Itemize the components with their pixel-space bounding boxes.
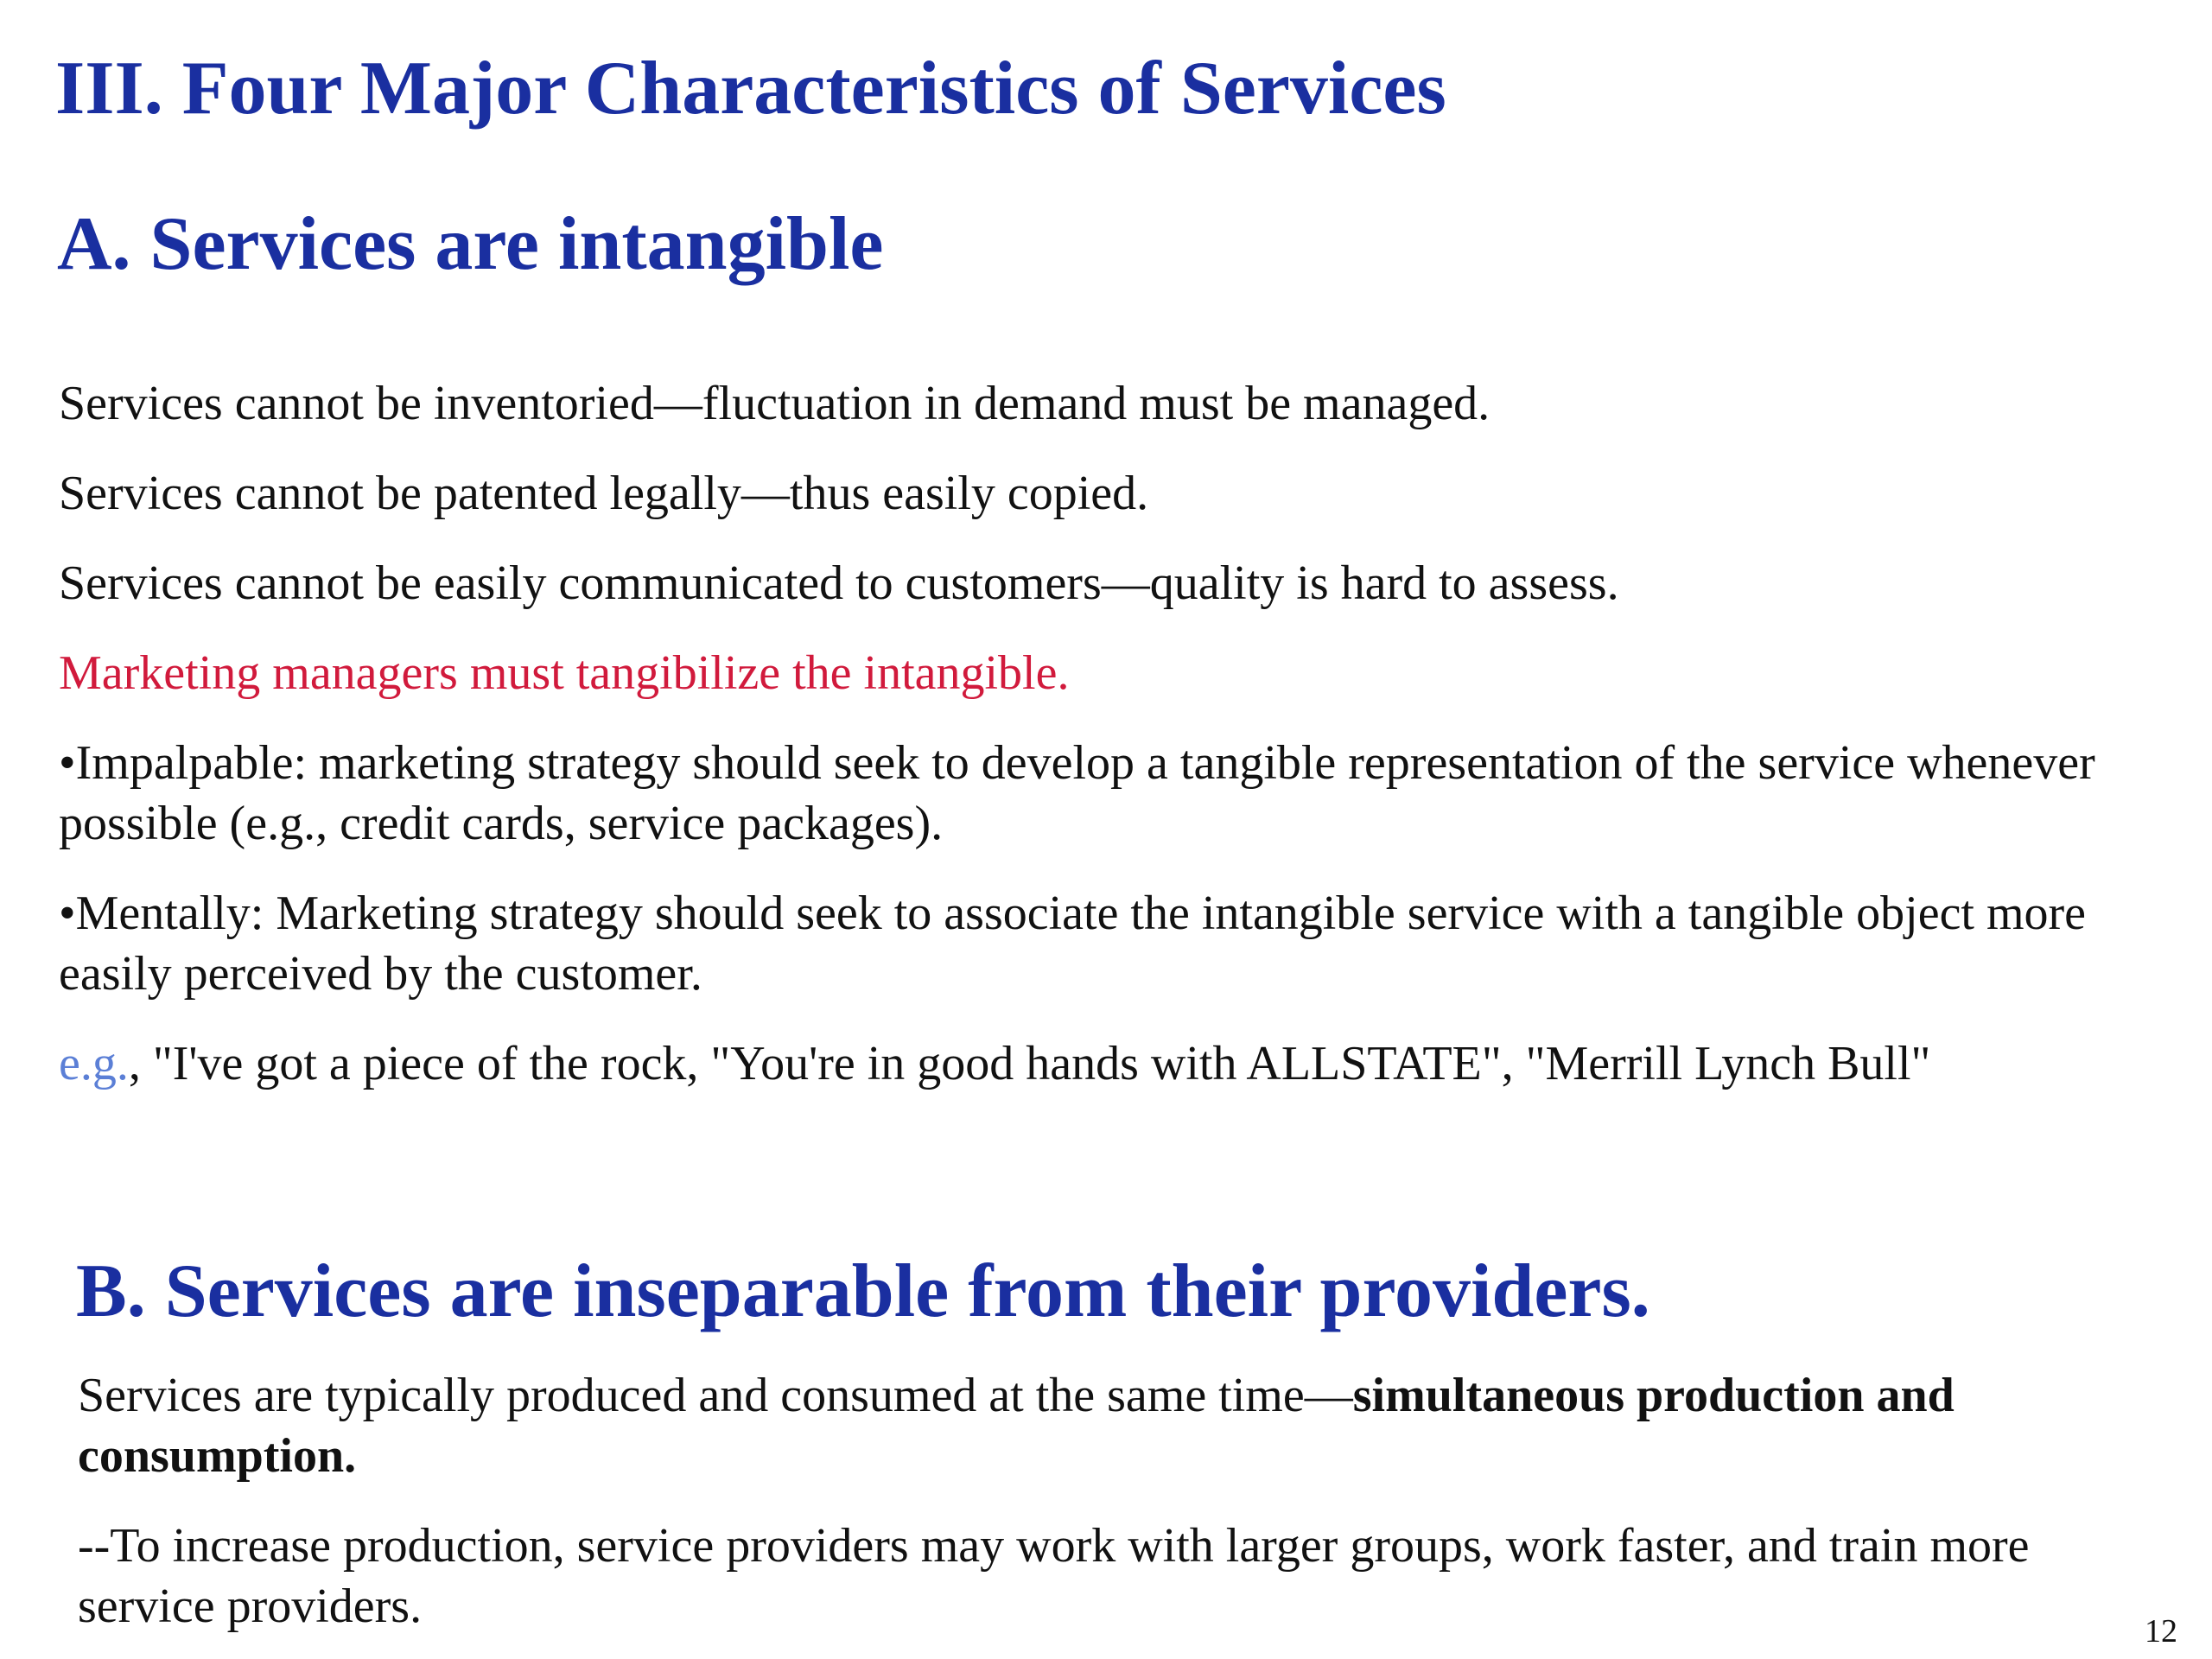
examples-text: , "I've got a piece of the rock, "You're in good hands with ALLSTATE", "Merrill Lynch Bull" [128, 1037, 1931, 1090]
section-a-paragraph-inventory: Services cannot be inventoried—fluctuation in demand must be managed. [59, 377, 1491, 430]
section-b-paragraph-increase-production: --To increase production, service providers may work with larger groups, work faster, and train more service providers. [78, 1519, 2030, 1633]
section-b-paragraph-simultaneous [78, 1365, 2152, 1486]
page-number: 12 [2145, 1613, 2177, 1649]
section-a-highlight-tangibilize: Marketing managers must tangibilize the intangible. [59, 646, 1070, 700]
section-a-heading: A. Services are intangible [57, 202, 884, 286]
section-a-bullet-mentally: •Mentally: Marketing strategy should seek to associate the intangible service with a tangible object more easily perceived by the customer. [59, 887, 2087, 1001]
simultaneous-text: Services are typically produced and consumed at the same time— [78, 1369, 1353, 1422]
section-a-examples [59, 1033, 2133, 1094]
slide-title: III. Four Major Characteristics of Services [55, 47, 1446, 130]
eg-prefix: e.g. [59, 1037, 129, 1090]
simultaneous-bold-text: simultaneous production and consumption. [78, 1369, 1955, 1483]
section-a-paragraph-communicate: Services cannot be easily communicated to customers—quality is hard to assess. [59, 556, 1619, 610]
section-b-heading: B. Services are inseparable from their providers. [76, 1249, 1650, 1333]
section-a-bullet-impalpable: •Impalpable: marketing strategy should seek to develop a tangible representation of the service whenever possible (e.g., credit cards, service packages). [59, 736, 2095, 850]
section-a-paragraph-patent: Services cannot be patented legally—thus easily copied. [59, 467, 1149, 520]
